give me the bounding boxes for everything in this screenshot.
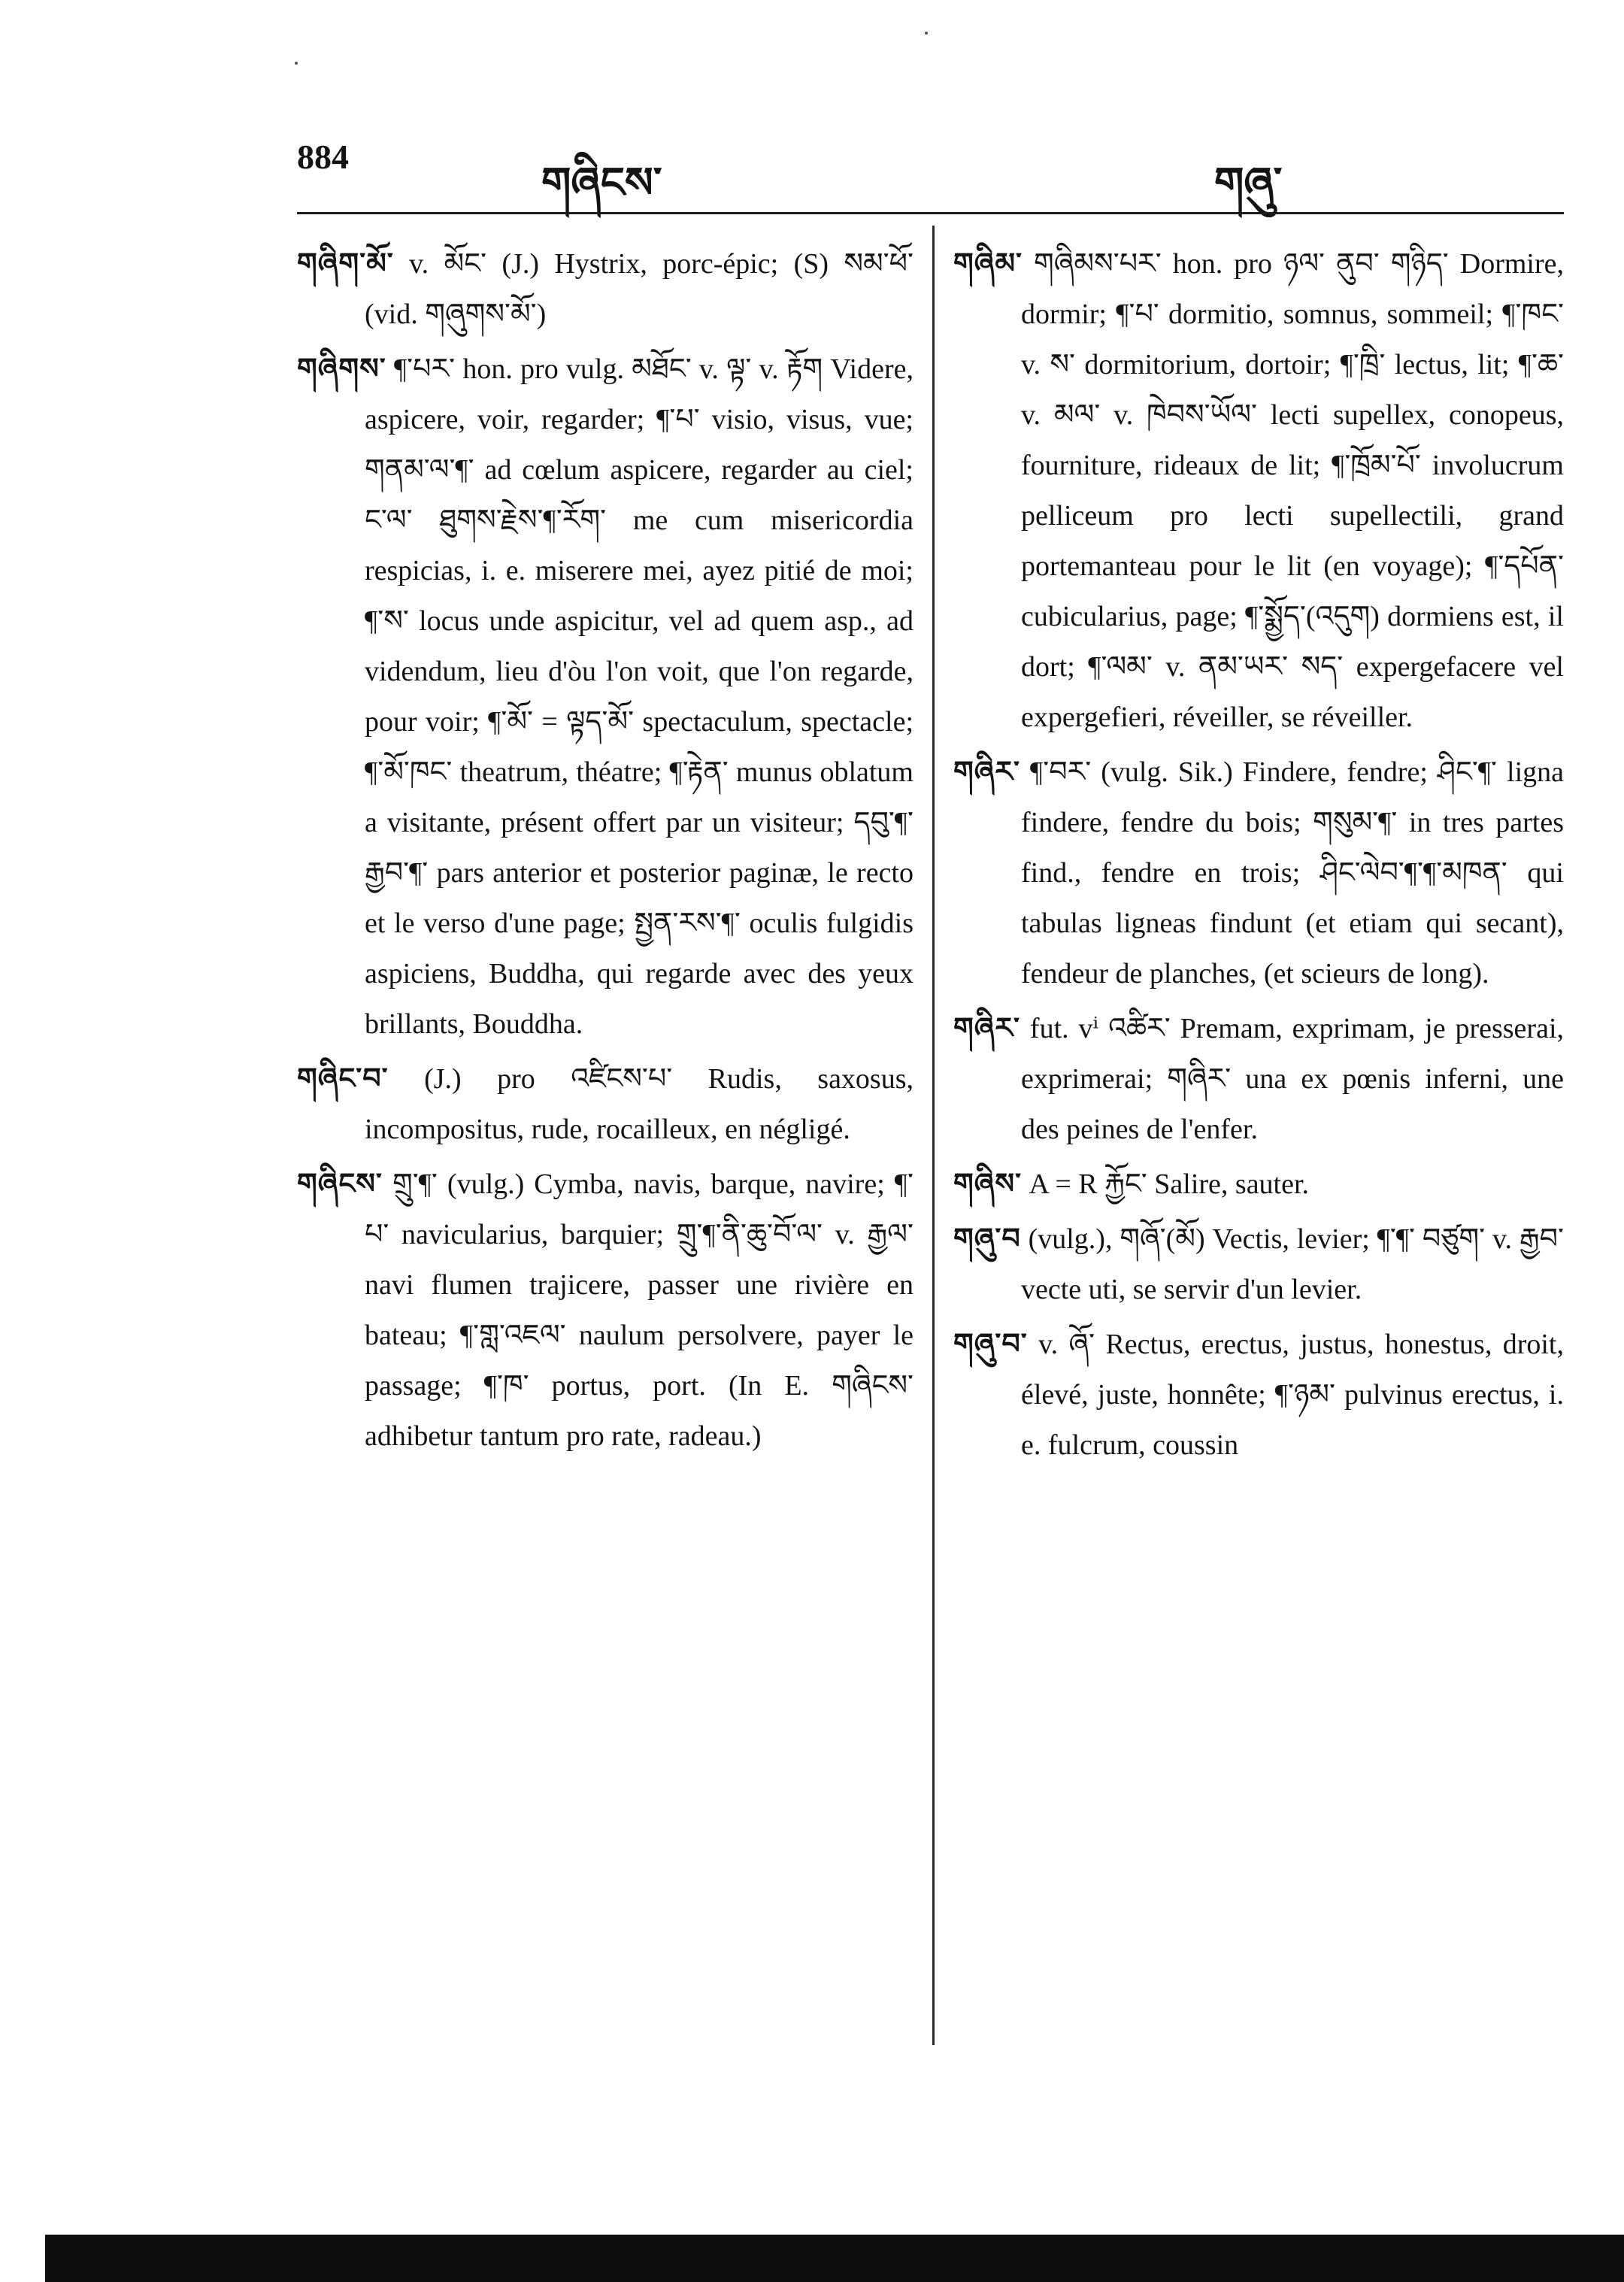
entry-body: v. མོང་ (J.) Hystrix, porc-épic; (S) སམ་ཕོ་ (vid. གཞུགས་མོ་) [365, 248, 914, 330]
entry-body: ¶་པར་ hon. pro vulg. མཐོང་ v. ལྟ་ v. རྟོག Videre, aspicere, voir, regarder; ¶་པ་ visio, visus, vue; གནམ་ལ་¶་ ad cœlum aspicere, regarder au ciel; ང་ལ་ ཐུགས་རྗེས་¶་རོག་ me cum misericordia respicias, i. e. miserere mei, ayez pitié de moi; ¶་ས་ locus unde aspicitur, vel ad quem asp., ad videndum, lieu d'òu l'on voit, que l'on regarde, pour voir; ¶་མོ་ = ལྟད་མོ་ spectaculum, spectacle; ¶་མོ་ཁང་ theatrum, théatre; ¶་རྟེན་ munus oblatum a visitante, présent offert par un visiteur; དབུ་¶་རྒྱབ་¶་ pars anterior et posterior paginæ, le recto et le verso d'une page; སྤྱན་རས་¶་ oculis fulgidis aspiciens, Buddha, qui regarde avec des yeux brillants, Bouddha. [365, 353, 914, 1040]
entry-headword: གཞིར་ [953, 1013, 1021, 1044]
running-head-right: གཞུ་ [1214, 160, 1283, 207]
entry [953, 1004, 1564, 1155]
entry-headword: གཞུ་བ [953, 1223, 1021, 1255]
entry [953, 1214, 1564, 1315]
entry-headword: གཞིག་མོ་ [297, 248, 394, 280]
scan-speck [295, 62, 298, 65]
entry [953, 1320, 1564, 1471]
entry-body: v. ཞོ་ Rectus, erectus, justus, honestus, droit, élevé, juste, honnête; ¶་ཉམ་ pulvinus erectus, i. e. fulcrum, coussin [1021, 1329, 1564, 1461]
entry [297, 1159, 914, 1462]
entry-body: གཞིམས་པར་ hon. pro ཉལ་ ནུབ་ གཉིད་ Dormire, dormir; ¶་པ་ dormitio, somnus, sommeil; ¶་ཁང་ v. ས་ dormitorium, dortoir; ¶་ཁྲི་ lectus, lit; ¶་ཆ་ v. མལ་ v. ཁེབས་ཡོལ་ lecti supellex, conopeus, fourniture, rideaux de lit; ¶་ཁྲོམ་པོ་ involucrum pelliceum pro lecti supellectili, grand portemanteau pour le lit (en voyage); ¶་དཔོན་ cubicularius, page; ¶་སྨྱོད་(འདུག) dormiens est, il dort; ¶་ལམ་ v. ནམ་ཡར་ སད་ expergefacere vel expergefieri, réveiller, se réveiller. [1021, 248, 1565, 733]
column-divider [932, 226, 935, 2045]
entry-headword: གཞིམ་ [953, 248, 1023, 280]
entry-headword: གཞིང་བ་ [297, 1063, 389, 1095]
entry-headword: གཞིར་ [953, 756, 1021, 788]
entry-headword: གཞིགས་ [297, 353, 386, 385]
page-number: 884 [297, 138, 349, 176]
right-column [953, 239, 1564, 1475]
entry [297, 239, 914, 340]
scan-speck [925, 32, 928, 35]
entry-body: fut. vⁱ འཚིར་ Premam, exprimam, je presserai, exprimerai; གཞིར་ una ex pœnis inferni, une des peines de l'enfer. [1021, 1013, 1564, 1145]
entry [953, 239, 1564, 743]
entry [953, 1159, 1564, 1210]
entry-body: (vulg.), གཞོ་(མོ) Vectis, levier; ¶་¶་ བཙུག་ v. རྒྱབ་ vecte uti, se servir d'un levier. [1021, 1223, 1565, 1305]
header-rule [297, 212, 1564, 214]
entry-headword: གཞིངས་ [297, 1168, 383, 1200]
entry-headword: གཞིས་ [953, 1168, 1022, 1200]
entry-body: A = R རྐྱོང་ Salire, sauter. [1029, 1168, 1310, 1200]
entry-body: (J.) pro འཛིངས་པ་ Rudis, saxosus, incompositus, rude, rocailleux, en négligé. [365, 1063, 914, 1145]
entry-body: ¶་བར་ (vulg. Sik.) Findere, fendre; ཤིང་¶་ ligna findere, fendre du bois; གསུམ་¶་ in tres partes find., fendre en trois; ཤིང་ལེབ་¶་¶་མཁན་ qui tabulas ligneas findunt (et etiam qui secant), fendeur de planches, (et scieurs de long). [1021, 756, 1564, 989]
entry [297, 1054, 914, 1155]
entry [297, 344, 914, 1050]
running-head-left: གཞིངས་ [541, 160, 662, 207]
entry [953, 747, 1564, 999]
scan-edge-bar [45, 2235, 1624, 2282]
entry-body: གྲུ་¶་ (vulg.) Cymba, navis, barque, navire; ¶་པ་ navicularius, barquier; གྲུ་¶་ནི་ཆུ་བོ་ལ་ v. རྒྱལ་ navi flumen trajicere, passer une rivière en bateau; ¶་གླ་འཇལ་ naulum persolvere, payer le passage; ¶་ཁ་ portus, port. (In E. གཞིངས་ adhibetur tantum pro rate, radeau.) [365, 1168, 914, 1452]
entry-headword: གཞུ་བ་ [953, 1329, 1028, 1360]
left-column [297, 239, 914, 1466]
